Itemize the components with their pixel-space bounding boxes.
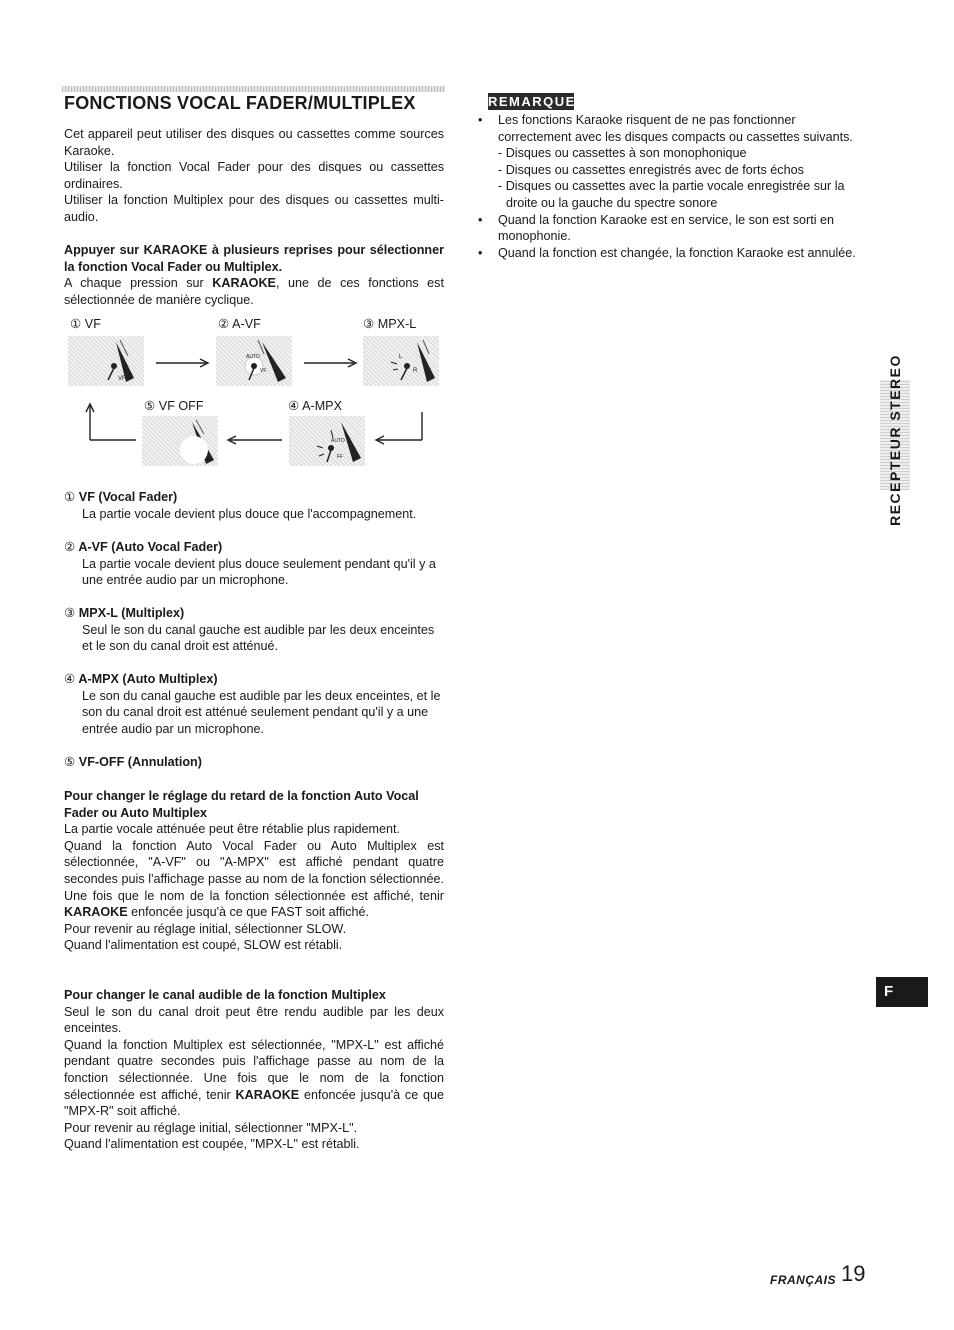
page-number: 19 [841, 1261, 866, 1286]
mode-item [64, 489, 444, 522]
language-tab: F [876, 977, 928, 1007]
delay-paragraph: Quand l'alimentation est coupé, SLOW est rétabli. [64, 938, 343, 953]
delay-paragraph [64, 838, 444, 921]
channel-text-part: enfoncée jusqu'à ce que "MPX-R" soit affiché. [64, 1087, 444, 1119]
label-vf: ① VF [70, 317, 101, 331]
mode-item [64, 539, 444, 589]
remarque-subitem: - Disques ou cassettes enregistrés avec de forts échos [498, 162, 804, 177]
mode-description: La partie vocale devient plus douce seulement pendant qu'il y a une entrée audio par un microphone. [82, 556, 436, 588]
mode-heading [64, 539, 444, 556]
channel-paragraph [64, 1037, 444, 1120]
ff-mark: FF [337, 454, 344, 460]
label-vf-off: ⑤ VF OFF [144, 399, 204, 413]
karaoke-key-label: KARAOKE [235, 1087, 300, 1102]
remarque-item [478, 245, 868, 262]
footer-language: FRANÇAIS [770, 1273, 836, 1287]
mode-name: MPX-L (Multiplex) [78, 606, 185, 620]
mode-name: VF (Vocal Fader) [78, 490, 178, 504]
section-side-label-text: RECEPTEUR STEREO [887, 354, 903, 526]
mode-description: Seul le son du canal gauche est audible par les deux enceintes et le son du canal droit est atténué. [82, 622, 435, 654]
channel-paragraph: Quand l'alimentation est coupée, "MPX-L" est rétabli. [64, 1137, 360, 1152]
intro-block [64, 126, 444, 226]
karaoke-key-label: KARAOKE [64, 905, 128, 920]
mode-heading [64, 489, 444, 506]
instruction-text-part: , une de ces fonctions est sélectionnée de manière cyclique. [64, 276, 444, 307]
delay-text-part: enfoncée jusqu'à ce que FAST soit affiché. [127, 905, 370, 920]
mode-number: ① [64, 490, 76, 504]
channel-paragraph: Seul le son du canal droit peut être rendu audible par les deux enceintes. [64, 1004, 444, 1036]
mode-name: VF-OFF (Annulation) [78, 755, 202, 769]
cycle-arrows [60, 312, 452, 472]
mode-item [64, 754, 444, 771]
intro-paragraph: Utiliser la fonction Multiplex pour des disques ou cassettes multi-audio. [64, 193, 444, 224]
mode-heading [64, 754, 444, 771]
delay-paragraph: Pour revenir au réglage initial, sélectionner SLOW. [64, 921, 347, 936]
delay-paragraph: La partie vocale atténuée peut être rétablie plus rapidement. [64, 822, 401, 837]
mode-heading [64, 605, 444, 622]
mode-cycle-diagram [60, 312, 452, 472]
bullet-icon: • [478, 245, 483, 260]
remarque-item [478, 112, 868, 145]
auto-mark: AUTO [331, 438, 345, 444]
vf-mark: VF [118, 376, 126, 382]
instruction-text-part: A chaque pression sur [64, 276, 213, 291]
l-mark: L [399, 354, 403, 360]
karaoke-key-label: KARAOKE [212, 276, 276, 291]
remarque-list [478, 112, 868, 261]
bullet-icon: • [478, 113, 483, 127]
vf-mark: VF [260, 368, 267, 374]
bullet-icon: • [478, 212, 483, 227]
channel-paragraph: Pour revenir au réglage initial, sélectionner "MPX-L". [64, 1120, 358, 1135]
mode-description: Le son du canal gauche est audible par les deux enceintes, et le son du canal droit est atténué seulement pendant qu'il y a une entrée audio par un microphone. [82, 688, 441, 736]
remarque-text: Quand la fonction Karaoke est en service, le son est sorti en monophonie. [498, 212, 835, 244]
remarque-text: Les fonctions Karaoke risquent de ne pas fonctionner correctement avec les disques compacts ou cassettes suivants. [498, 113, 853, 144]
intro-paragraph: Utiliser la fonction Vocal Fader pour des disques ou cassettes ordinaires. [64, 160, 444, 191]
header-rule [62, 86, 445, 92]
mode-item [64, 671, 444, 737]
page-title: FONCTIONS VOCAL FADER/MULTIPLEX [64, 93, 416, 113]
intro-paragraph: Cet appareil peut utiliser des disques ou cassettes comme sources Karaoke. [64, 127, 444, 158]
instruction-heading: Appuyer sur KARAOKE à plusieurs reprises pour sélectionner la fonction Vocal Fader ou Multiplex. [64, 243, 444, 274]
remarque-badge: REMARQUE [488, 94, 576, 109]
mode-number: ③ [64, 606, 76, 620]
channel-section [64, 987, 444, 1153]
mode-name: A-VF (Auto Vocal Fader) [78, 540, 223, 554]
delay-section [64, 788, 444, 954]
channel-heading: Pour changer le canal audible de la fonction Multiplex [64, 988, 386, 1002]
r-mark: R [413, 368, 418, 374]
mode-number: ④ [64, 672, 76, 686]
remarque-subitem: - Disques ou cassettes avec la partie vocale enregistrée sur la droite ou la gauche du spectre sonore [498, 179, 845, 210]
mode-heading [64, 671, 444, 688]
remarque-subitem: - Disques ou cassettes à son monophonique [498, 146, 747, 161]
instruction-text [64, 275, 444, 308]
section-side-label [865, 340, 925, 540]
remarque-item [478, 212, 868, 245]
delay-text-part: Quand la fonction Auto Vocal Fader ou Auto Multiplex est sélectionnée, "A-VF" ou "A-MPX" est affiché pendant quatre secondes puis l'affichage passe au nom de la fonction sélectionnée. Une fois que le nom de la fonction sélectionnée est affiché, tenir [64, 838, 444, 903]
remarque-text: Quand la fonction est changée, la fonction Karaoke est annulée. [498, 245, 856, 260]
mode-number: ② [64, 540, 76, 554]
mode-number: ⑤ [64, 755, 76, 769]
mode-item [64, 605, 444, 655]
mode-description: La partie vocale devient plus douce que l'accompagnement. [82, 506, 417, 521]
mode-name: A-MPX (Auto Multiplex) [78, 672, 218, 686]
instruction-block [64, 242, 444, 308]
channel-text-part: Quand la fonction Multiplex est sélectionnée, "MPX-L" est affiché pendant quatre secondes puis l'affichage passe au nom de la fonction sélectionnée. Une fois que le nom de la fonction sélectionnée est affiché, tenir [64, 1037, 444, 1102]
label-a-mpx: ④ A-MPX [288, 399, 342, 413]
delay-heading: Pour changer le réglage du retard de la fonction Auto Vocal Fader ou Auto Multiplex [64, 789, 419, 820]
label-mpx-l: ③ MPX-L [363, 317, 417, 331]
auto-mark: AUTO [246, 354, 260, 360]
label-a-vf: ② A-VF [218, 317, 261, 331]
